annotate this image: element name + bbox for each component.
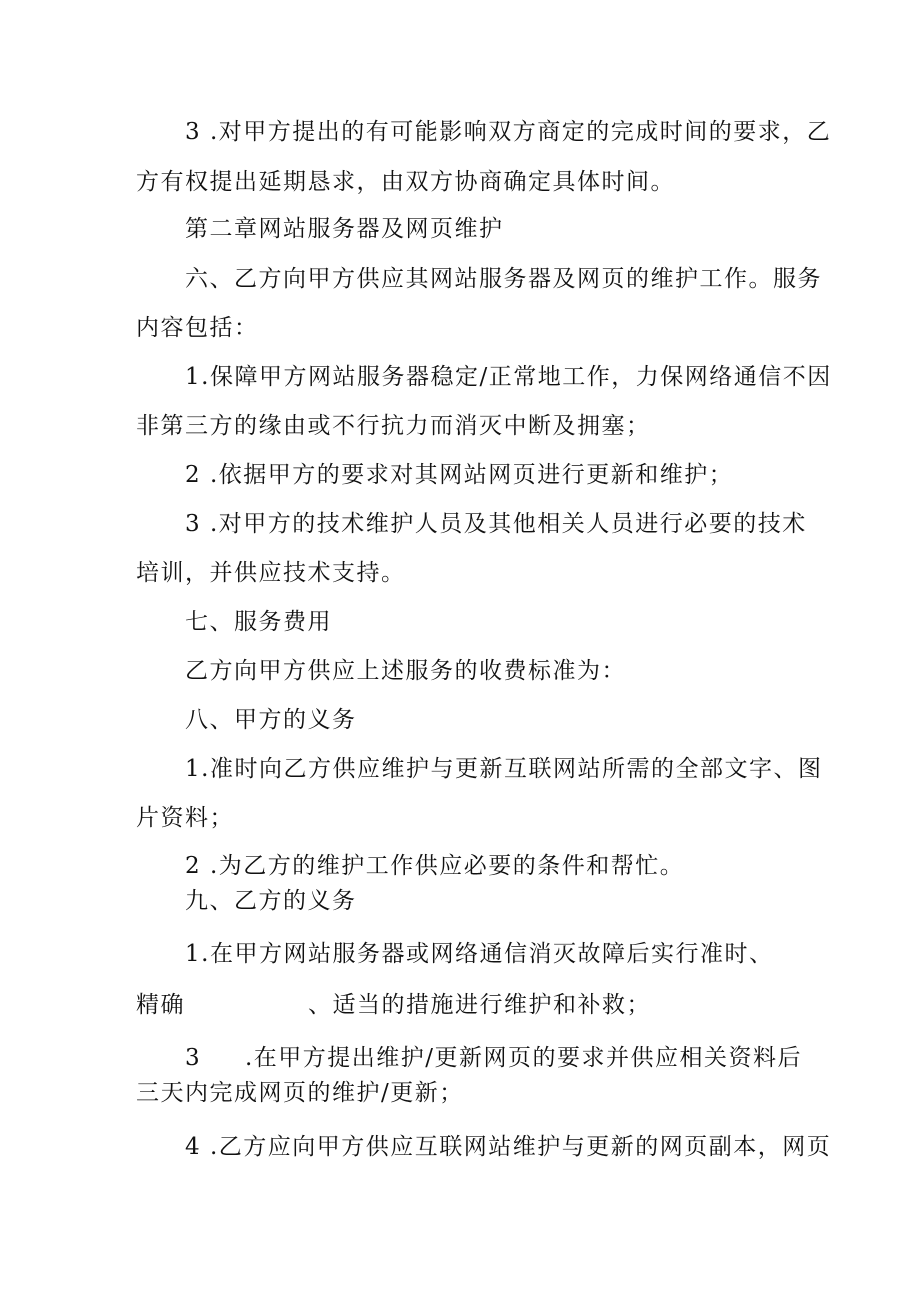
text-line: 精确 [136,992,185,1018]
text-line: 2 .为乙方的维护工作供应必要的条件和帮忙。 [185,853,685,879]
text-line: 1.保障甲方网站服务器稳定/正常地工作，力保网络通信不因 [185,364,832,390]
section-heading: 第二章网站服务器及网页维护 [185,216,504,242]
text-line: 3 .对甲方的技术维护人员及其他相关人员进行必要的技术 [185,511,807,537]
text-line: 3 [185,1045,202,1071]
text-line: 培训，并供应技术支持。 [136,560,406,586]
section-heading: 九、乙方的义务 [185,888,357,914]
text-line: 六、乙方向甲方供应其网站服务器及网页的维护工作。服务 [185,266,822,292]
text-line: 1.在甲方网站服务器或网络通信消灭故障后实行准时、 [185,941,774,967]
text-line: 4 .乙方应向甲方供应互联网站维护与更新的网页副本，网页 [185,1134,832,1160]
text-line: 3 .对甲方提出的有可能影响双方商定的完成时间的要求，乙 [185,119,832,145]
text-line: 方有权提出延期恳求，由双方协商确定具体时间。 [136,169,675,195]
text-line: .在甲方提出维护/更新网页的要求并供应相关资料后 [245,1045,803,1071]
text-line: 乙方向甲方供应上述服务的收费标准为： [185,658,626,684]
text-line: 非第三方的缘由或不行抗力而消灭中断及拥塞； [136,413,651,439]
section-heading: 七、服务费用 [185,609,332,635]
text-line: 1.准时向乙方供应维护与更新互联网站所需的全部文字、图 [185,756,823,782]
section-heading: 八、甲方的义务 [185,707,357,733]
text-line: 、适当的措施进行维护和补救； [308,992,651,1018]
text-line: 内容包括： [136,315,259,341]
text-line: 片资料； [136,805,234,831]
text-line: 2 .依据甲方的要求对其网站网页进行更新和维护； [185,462,734,488]
text-line: 三天内完成网页的维护/更新； [136,1080,464,1106]
